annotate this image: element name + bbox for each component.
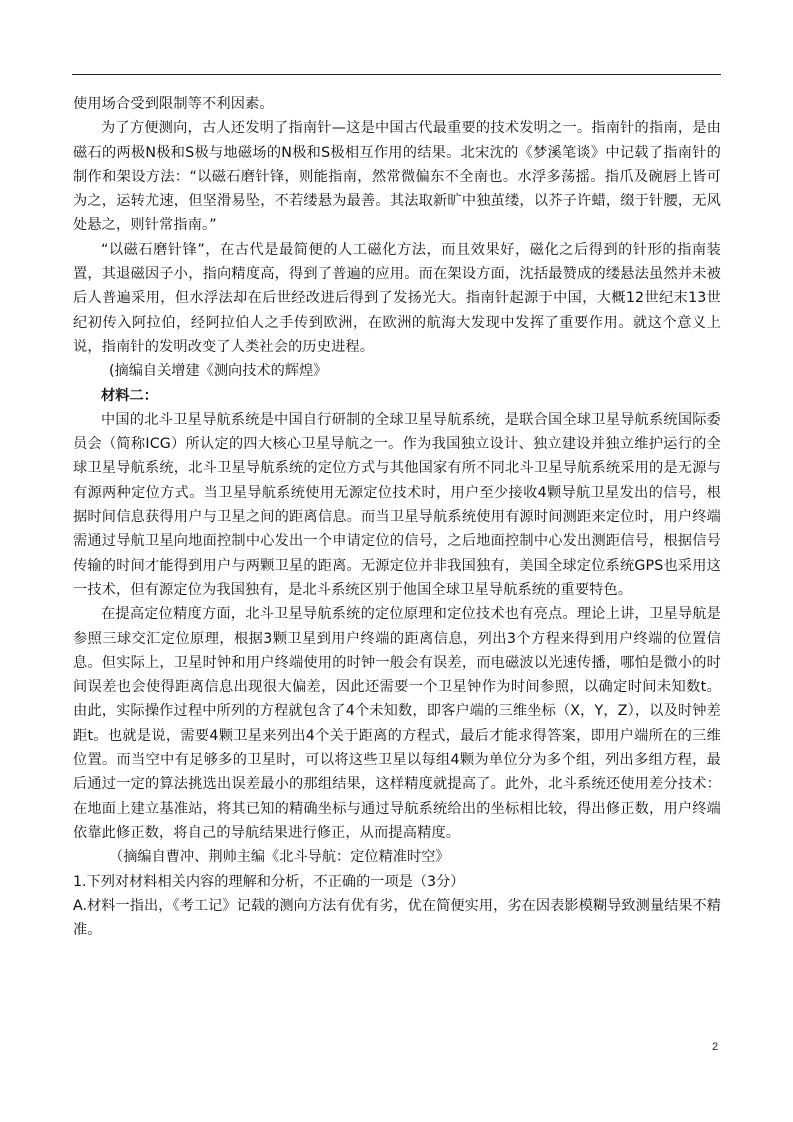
document-body [73, 92, 721, 942]
page-number: 2 [712, 1041, 719, 1053]
header-rule [72, 74, 721, 75]
source-citation-1: (摘编自关增建《测向技术的辉煌》 [109, 363, 328, 380]
paragraph-positioning-accuracy: 在提高定位精度方面，北斗卫星导航系统的定位原理和定位技术也有亮点。理论上讲，卫星导航是参照三球交汇定位原理，根据3颗卫星到用户终端的距离信息，列出3个方程来得到用户终端的位置信息。但实际上，卫星时钟和用户终端使用的时钟一般会有误差，而电磁波以光速传播，哪怕是微小的时间误差也会使得距离信息出现很大偏差，因此还需要一个卫星钟作为时间参照，以确定时间未知数t。由此，实际操作过程中所列的方程就包含了4个未知数，即客户端的三维坐标（X，Y，Z），以及时钟差距t。也就是说，需要4颗卫星来列出4个关于距离的方程式，最后才能求得答案，即用户端所在的三维位置。而当空中有足够多的卫星时，可以将这些卫星以每组4颗为单位分为多个组，列出多组方程，最后通过一定的算法挑选出误差最小的那组结果，这样精度就提高了。此外，北斗系统还使用差分技术：在地面上建立基准站，将其已知的精确坐标与通过导航系统给出的坐标相比较，得出修正数，用户终端依靠此修正数，将自己的导航结果进行修正，从而提高精度。 [73, 606, 721, 841]
source-citation-2: （摘编自曹冲、荆帅主编《北斗导航：定位精准时空》 [109, 849, 450, 866]
paragraph-intro: 使用场合受到限制等不利因素。 [73, 96, 274, 112]
paragraph-beidou-system: 中国的北斗卫星导航系统是中国自行研制的全球卫星导航系统，是联合国全球卫星导航系统国际委员会（简称ICG）所认定的四大核心卫星导航之一。作为我国独立设计、独立建设并独立维护运行的全球卫星导航系统，北斗卫星导航系统的定位方式与其他国家有所不同北斗卫星导航系统采用的是无源与有源两种定位方式。当卫星导航系统使用无源定位技术时，用户至少接收4颗导航卫星发出的信号，根据时间信息获得用户与卫星之间的距离信息。而当卫星导航系统使用有源时间测距来定位时，用户终端需通过导航卫星向地面控制中心发出一个申请定位的信号，之后地面控制中心发出测距信号，根据信号传输的时间才能得到用户与两颗卫星的距离。无源定位并非我国独有，美国全球定位系统GPS也采用这一技术，但有源定位为我国独有，是北斗系统区别于他国全球卫星导航系统的重要特色。 [73, 411, 721, 598]
question-1-stem: 1.下列对材料相关内容的理解和分析，不正确的一项是（3分） [73, 873, 465, 890]
paragraph-magnetization: “以磁石磨针锋”，在古代是最简便的人工磁化方法，而且效果好，磁化之后得到的针形的指南装置，其退磁因子小，指向精度高，得到了普遍的应用。而在架设方面，沈括最赞成的缕悬法虽然并未被后人普遍采用，但水浮法却在后世经改进后得到了发扬光大。指南针起源于中国，大概12世纪末13世纪初传入阿拉伯，经阿拉伯人之手传到欧洲，在欧洲的航海大发现中发挥了重要作用。就这个意义上说，指南针的发明改变了人类社会的历史进程。 [73, 241, 721, 355]
material-2-heading: 材料二： [101, 387, 158, 404]
paragraph-compass-invention: 为了方便测向，古人还发明了指南针—这是中国古代最重要的技术发明之一。指南针的指南，是由磁石的两极N极和S极与地磁场的N极和S极相互作用的结果。北宋沈的《梦溪笔谈》中记载了指南针的制作和架设方法：“以磁石磨针锋，则能指南，然常微偏东不全南也。水浮多荡摇。指爪及碗唇上皆可为之，运转尤速，但坚滑易坠，不若缕悬为最善。其法取新旷中独茧缕，以芥子许蜡，缀于针腰，无风处悬之，则针常指南。” [73, 120, 721, 234]
question-1-option-a: A.材料一指出，《考工记》记载的测向方法有优有劣，优在简便实用，劣在因表影模糊导致测量结果不精准。 [73, 897, 721, 939]
